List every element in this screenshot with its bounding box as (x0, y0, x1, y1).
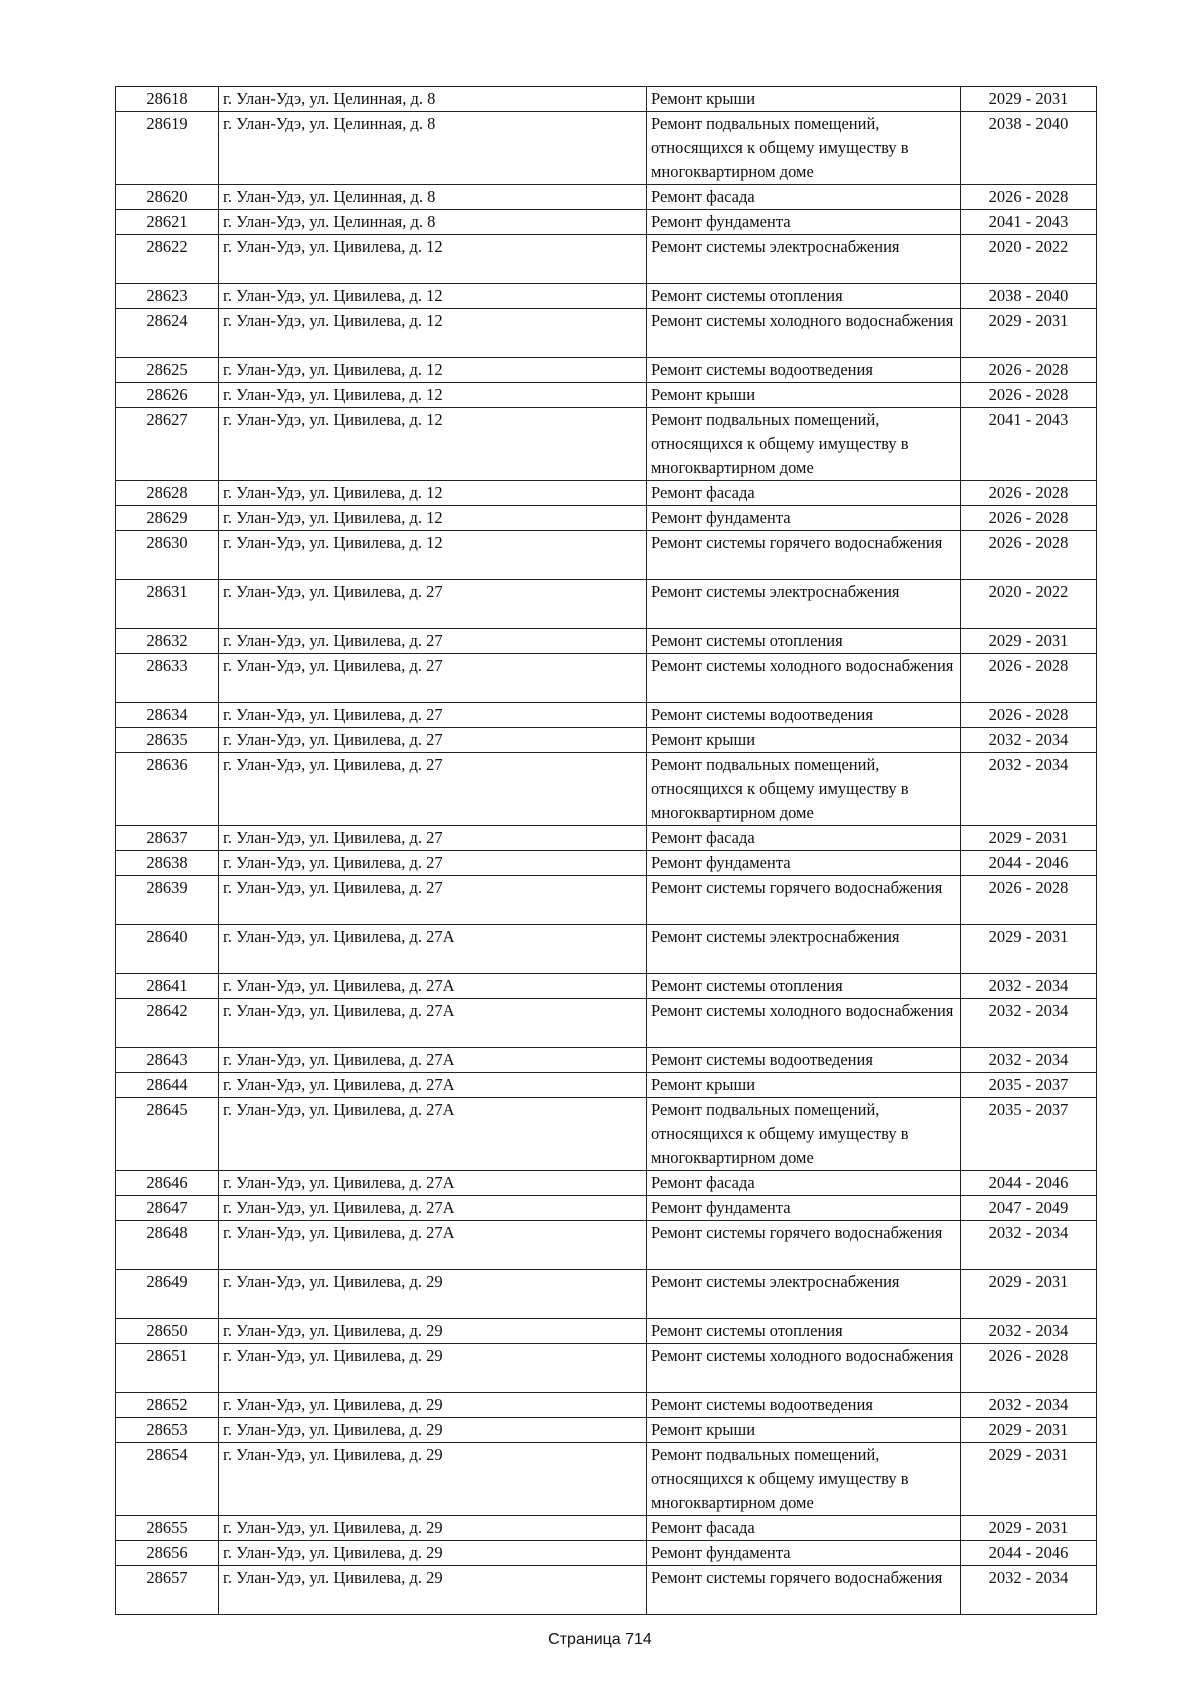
cell-number: 28635 (116, 728, 219, 753)
cell-period: 2020 - 2022 (961, 235, 1097, 284)
cell-period: 2032 - 2034 (961, 1566, 1097, 1615)
cell-work-type: Ремонт системы отопления (647, 629, 961, 654)
cell-address: г. Улан-Удэ, ул. Цивилева, д. 27А (219, 925, 647, 974)
cell-number: 28646 (116, 1171, 219, 1196)
table-row (116, 753, 1097, 826)
cell-work-type: Ремонт системы водоотведения (647, 1393, 961, 1418)
cell-period: 2029 - 2031 (961, 925, 1097, 974)
cell-work-type: Ремонт фасада (647, 185, 961, 210)
cell-number: 28637 (116, 826, 219, 851)
cell-number: 28654 (116, 1443, 219, 1516)
table-row (116, 1443, 1097, 1516)
cell-address: г. Улан-Удэ, ул. Цивилева, д. 29 (219, 1393, 647, 1418)
cell-period: 2029 - 2031 (961, 1443, 1097, 1516)
table-row (116, 1344, 1097, 1393)
cell-number: 28619 (116, 112, 219, 185)
table-row (116, 185, 1097, 210)
cell-number: 28634 (116, 703, 219, 728)
cell-period: 2032 - 2034 (961, 999, 1097, 1048)
cell-number: 28628 (116, 481, 219, 506)
table-row (116, 1566, 1097, 1615)
cell-number: 28642 (116, 999, 219, 1048)
cell-work-type: Ремонт системы отопления (647, 974, 961, 999)
cell-work-type: Ремонт фундамента (647, 851, 961, 876)
cell-number: 28627 (116, 408, 219, 481)
cell-address: г. Улан-Удэ, ул. Цивилева, д. 12 (219, 358, 647, 383)
cell-work-type: Ремонт крыши (647, 87, 961, 112)
table-row (116, 974, 1097, 999)
cell-address: г. Улан-Удэ, ул. Цивилева, д. 27 (219, 629, 647, 654)
table-row (116, 629, 1097, 654)
cell-address: г. Улан-Удэ, ул. Цивилева, д. 12 (219, 408, 647, 481)
cell-address: г. Улан-Удэ, ул. Цивилева, д. 12 (219, 284, 647, 309)
cell-period: 2029 - 2031 (961, 629, 1097, 654)
cell-number: 28636 (116, 753, 219, 826)
cell-work-type: Ремонт крыши (647, 728, 961, 753)
table-row (116, 408, 1097, 481)
cell-number: 28655 (116, 1516, 219, 1541)
table-row (116, 235, 1097, 284)
cell-number: 28630 (116, 531, 219, 580)
cell-number: 28648 (116, 1221, 219, 1270)
table-row (116, 826, 1097, 851)
table-row (116, 1221, 1097, 1270)
cell-period: 2032 - 2034 (961, 1048, 1097, 1073)
cell-period: 2035 - 2037 (961, 1073, 1097, 1098)
cell-work-type: Ремонт системы горячего водоснабжения (647, 531, 961, 580)
table-body (116, 87, 1097, 1615)
table-row (116, 1418, 1097, 1443)
cell-address: г. Улан-Удэ, ул. Цивилева, д. 27 (219, 654, 647, 703)
cell-address: г. Улан-Удэ, ул. Цивилева, д. 27А (219, 974, 647, 999)
cell-number: 28651 (116, 1344, 219, 1393)
cell-address: г. Улан-Удэ, ул. Цивилева, д. 29 (219, 1270, 647, 1319)
table-row (116, 1319, 1097, 1344)
cell-number: 28623 (116, 284, 219, 309)
cell-number: 28638 (116, 851, 219, 876)
table-row (116, 703, 1097, 728)
cell-address: г. Улан-Удэ, ул. Цивилева, д. 27А (219, 1048, 647, 1073)
cell-period: 2032 - 2034 (961, 1319, 1097, 1344)
cell-work-type: Ремонт системы отопления (647, 1319, 961, 1344)
cell-work-type: Ремонт фундамента (647, 1541, 961, 1566)
cell-period: 2047 - 2049 (961, 1196, 1097, 1221)
table-row (116, 1073, 1097, 1098)
cell-address: г. Улан-Удэ, ул. Цивилева, д. 12 (219, 506, 647, 531)
cell-number: 28625 (116, 358, 219, 383)
table-row (116, 1196, 1097, 1221)
cell-address: г. Улан-Удэ, ул. Цивилева, д. 27А (219, 999, 647, 1048)
cell-period: 2029 - 2031 (961, 309, 1097, 358)
cell-work-type: Ремонт системы холодного водоснабжения (647, 1344, 961, 1393)
cell-period: 2038 - 2040 (961, 284, 1097, 309)
cell-number: 28656 (116, 1541, 219, 1566)
cell-work-type: Ремонт фундамента (647, 506, 961, 531)
cell-work-type: Ремонт фасада (647, 481, 961, 506)
table-row (116, 112, 1097, 185)
table-row (116, 1516, 1097, 1541)
cell-number: 28640 (116, 925, 219, 974)
cell-work-type: Ремонт подвальных помещений, относящихся к общему имуществу в многоквартирном доме (647, 1443, 961, 1516)
cell-work-type: Ремонт системы холодного водоснабжения (647, 654, 961, 703)
cell-work-type: Ремонт подвальных помещений, относящихся к общему имуществу в многоквартирном доме (647, 753, 961, 826)
cell-period: 2026 - 2028 (961, 876, 1097, 925)
cell-number: 28653 (116, 1418, 219, 1443)
cell-period: 2029 - 2031 (961, 1418, 1097, 1443)
cell-number: 28639 (116, 876, 219, 925)
cell-number: 28657 (116, 1566, 219, 1615)
cell-work-type: Ремонт системы электроснабжения (647, 580, 961, 629)
cell-address: г. Улан-Удэ, ул. Цивилева, д. 29 (219, 1541, 647, 1566)
table-row (116, 925, 1097, 974)
cell-address: г. Улан-Удэ, ул. Цивилева, д. 27 (219, 703, 647, 728)
cell-number: 28632 (116, 629, 219, 654)
cell-address: г. Улан-Удэ, ул. Цивилева, д. 27А (219, 1196, 647, 1221)
cell-work-type: Ремонт системы электроснабжения (647, 1270, 961, 1319)
cell-work-type: Ремонт крыши (647, 1418, 961, 1443)
cell-period: 2026 - 2028 (961, 383, 1097, 408)
page-number: Страница 714 (548, 1631, 652, 1648)
table-row (116, 1270, 1097, 1319)
cell-number: 28652 (116, 1393, 219, 1418)
table-row (116, 580, 1097, 629)
cell-address: г. Улан-Удэ, ул. Цивилева, д. 12 (219, 383, 647, 408)
cell-work-type: Ремонт крыши (647, 1073, 961, 1098)
cell-address: г. Улан-Удэ, ул. Цивилева, д. 27А (219, 1221, 647, 1270)
cell-work-type: Ремонт фасада (647, 1516, 961, 1541)
cell-period: 2026 - 2028 (961, 531, 1097, 580)
cell-work-type: Ремонт системы электроснабжения (647, 925, 961, 974)
cell-period: 2026 - 2028 (961, 654, 1097, 703)
cell-work-type: Ремонт системы водоотведения (647, 358, 961, 383)
cell-address: г. Улан-Удэ, ул. Цивилева, д. 27А (219, 1073, 647, 1098)
cell-work-type: Ремонт системы горячего водоснабжения (647, 1566, 961, 1615)
cell-period: 2020 - 2022 (961, 580, 1097, 629)
table-row (116, 1048, 1097, 1073)
cell-address: г. Улан-Удэ, ул. Целинная, д. 8 (219, 185, 647, 210)
cell-address: г. Улан-Удэ, ул. Цивилева, д. 27 (219, 876, 647, 925)
cell-address: г. Улан-Удэ, ул. Цивилева, д. 29 (219, 1516, 647, 1541)
cell-period: 2026 - 2028 (961, 1344, 1097, 1393)
table-row (116, 210, 1097, 235)
table-row (116, 506, 1097, 531)
cell-work-type: Ремонт фасада (647, 826, 961, 851)
cell-number: 28641 (116, 974, 219, 999)
repair-schedule-table (115, 86, 1097, 1615)
cell-number: 28629 (116, 506, 219, 531)
cell-work-type: Ремонт системы электроснабжения (647, 235, 961, 284)
cell-address: г. Улан-Удэ, ул. Цивилева, д. 12 (219, 309, 647, 358)
cell-address: г. Улан-Удэ, ул. Цивилева, д. 29 (219, 1418, 647, 1443)
cell-address: г. Улан-Удэ, ул. Цивилева, д. 12 (219, 235, 647, 284)
cell-number: 28645 (116, 1098, 219, 1171)
cell-period: 2032 - 2034 (961, 1221, 1097, 1270)
cell-period: 2035 - 2037 (961, 1098, 1097, 1171)
cell-address: г. Улан-Удэ, ул. Цивилева, д. 29 (219, 1344, 647, 1393)
cell-address: г. Улан-Удэ, ул. Цивилева, д. 27 (219, 580, 647, 629)
cell-address: г. Улан-Удэ, ул. Цивилева, д. 29 (219, 1566, 647, 1615)
cell-work-type: Ремонт фасада (647, 1171, 961, 1196)
table-row (116, 1171, 1097, 1196)
cell-work-type: Ремонт подвальных помещений, относящихся к общему имуществу в многоквартирном доме (647, 112, 961, 185)
cell-period: 2026 - 2028 (961, 185, 1097, 210)
cell-period: 2026 - 2028 (961, 703, 1097, 728)
cell-number: 28626 (116, 383, 219, 408)
cell-address: г. Улан-Удэ, ул. Целинная, д. 8 (219, 210, 647, 235)
table-row (116, 1098, 1097, 1171)
cell-number: 28618 (116, 87, 219, 112)
cell-period: 2044 - 2046 (961, 1171, 1097, 1196)
cell-period: 2029 - 2031 (961, 1270, 1097, 1319)
table-row (116, 87, 1097, 112)
table-row (116, 383, 1097, 408)
table-row (116, 851, 1097, 876)
cell-period: 2038 - 2040 (961, 112, 1097, 185)
cell-work-type: Ремонт системы горячего водоснабжения (647, 876, 961, 925)
cell-address: г. Улан-Удэ, ул. Цивилева, д. 27 (219, 851, 647, 876)
cell-work-type: Ремонт фундамента (647, 210, 961, 235)
table-row (116, 309, 1097, 358)
cell-work-type: Ремонт системы горячего водоснабжения (647, 1221, 961, 1270)
cell-work-type: Ремонт подвальных помещений, относящихся к общему имуществу в многоквартирном доме (647, 1098, 961, 1171)
table-row (116, 284, 1097, 309)
cell-period: 2044 - 2046 (961, 1541, 1097, 1566)
cell-address: г. Улан-Удэ, ул. Цивилева, д. 27А (219, 1098, 647, 1171)
cell-period: 2032 - 2034 (961, 728, 1097, 753)
cell-work-type: Ремонт системы холодного водоснабжения (647, 309, 961, 358)
cell-number: 28650 (116, 1319, 219, 1344)
cell-number: 28647 (116, 1196, 219, 1221)
table-row (116, 999, 1097, 1048)
cell-address: г. Улан-Удэ, ул. Цивилева, д. 27 (219, 753, 647, 826)
table-row (116, 876, 1097, 925)
cell-period: 2029 - 2031 (961, 1516, 1097, 1541)
cell-address: г. Улан-Удэ, ул. Целинная, д. 8 (219, 87, 647, 112)
cell-work-type: Ремонт подвальных помещений, относящихся к общему имуществу в многоквартирном доме (647, 408, 961, 481)
cell-number: 28624 (116, 309, 219, 358)
cell-work-type: Ремонт системы отопления (647, 284, 961, 309)
cell-address: г. Улан-Удэ, ул. Цивилева, д. 27 (219, 728, 647, 753)
cell-work-type: Ремонт фундамента (647, 1196, 961, 1221)
cell-address: г. Улан-Удэ, ул. Цивилева, д. 29 (219, 1443, 647, 1516)
cell-address: г. Улан-Удэ, ул. Цивилева, д. 27 (219, 826, 647, 851)
cell-address: г. Улан-Удэ, ул. Цивилева, д. 12 (219, 531, 647, 580)
cell-number: 28633 (116, 654, 219, 703)
cell-number: 28622 (116, 235, 219, 284)
cell-address: г. Улан-Удэ, ул. Цивилева, д. 29 (219, 1319, 647, 1344)
table-row (116, 728, 1097, 753)
cell-period: 2032 - 2034 (961, 1393, 1097, 1418)
cell-period: 2044 - 2046 (961, 851, 1097, 876)
cell-period: 2041 - 2043 (961, 408, 1097, 481)
table-row (116, 531, 1097, 580)
cell-period: 2029 - 2031 (961, 87, 1097, 112)
cell-period: 2029 - 2031 (961, 826, 1097, 851)
table-row (116, 1393, 1097, 1418)
table-row (116, 654, 1097, 703)
cell-number: 28621 (116, 210, 219, 235)
table-row (116, 1541, 1097, 1566)
cell-number: 28620 (116, 185, 219, 210)
table-row (116, 358, 1097, 383)
cell-period: 2032 - 2034 (961, 753, 1097, 826)
cell-number: 28631 (116, 580, 219, 629)
cell-work-type: Ремонт системы холодного водоснабжения (647, 999, 961, 1048)
cell-work-type: Ремонт системы водоотведения (647, 703, 961, 728)
table-row (116, 481, 1097, 506)
cell-address: г. Улан-Удэ, ул. Цивилева, д. 27А (219, 1171, 647, 1196)
cell-work-type: Ремонт системы водоотведения (647, 1048, 961, 1073)
cell-number: 28649 (116, 1270, 219, 1319)
cell-period: 2041 - 2043 (961, 210, 1097, 235)
cell-work-type: Ремонт крыши (647, 383, 961, 408)
cell-number: 28644 (116, 1073, 219, 1098)
cell-address: г. Улан-Удэ, ул. Целинная, д. 8 (219, 112, 647, 185)
cell-period: 2032 - 2034 (961, 974, 1097, 999)
cell-number: 28643 (116, 1048, 219, 1073)
cell-period: 2026 - 2028 (961, 358, 1097, 383)
cell-period: 2026 - 2028 (961, 506, 1097, 531)
cell-period: 2026 - 2028 (961, 481, 1097, 506)
cell-address: г. Улан-Удэ, ул. Цивилева, д. 12 (219, 481, 647, 506)
